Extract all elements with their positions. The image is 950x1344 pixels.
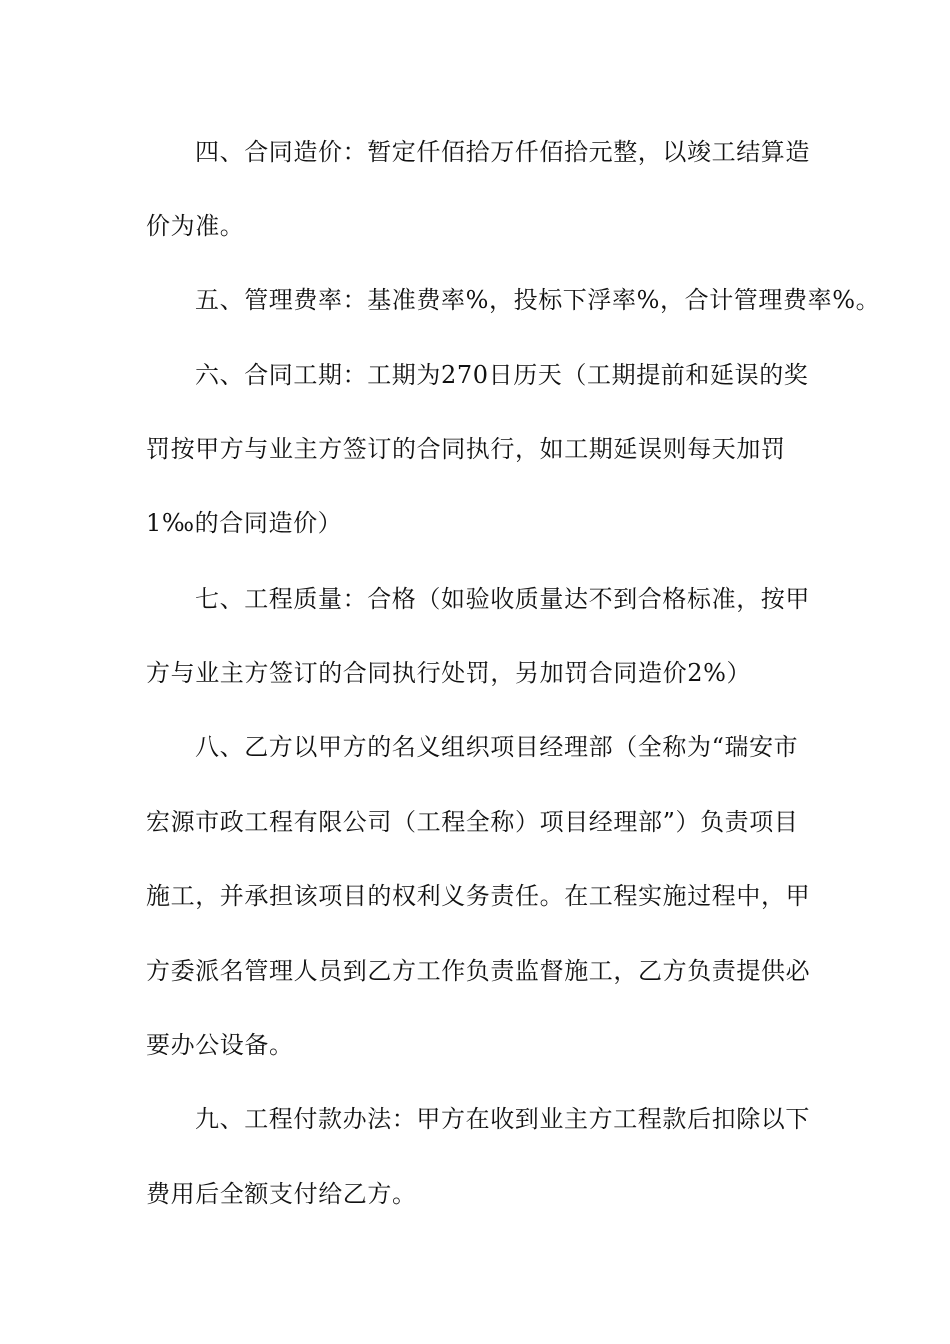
clause-8-line-4: 方委派名管理人员到乙方工作负责监督施工，乙方负责提供必 [146,957,811,985]
clause-7-line-2: 方与业主方签订的合同执行处罚，另加罚合同造价2%） [146,659,752,687]
clause-6-line-1: 六、合同工期：工期为270日历天（工期提前和延误的奖 [195,361,809,389]
clause-6-line-3: 1‰的合同造价） [146,509,343,537]
clause-8-line-5: 要办公设备。 [146,1031,294,1059]
clause-8-line-1: 八、乙方以甲方的名义组织项目经理部（全称为“瑞安市 [195,733,799,761]
clause-8-line-3: 施工，并承担该项目的权利义务责任。在工程实施过程中，甲 [146,882,811,910]
clause-4-line-2: 价为准。 [146,212,245,240]
clause-9-line-1: 九、工程付款办法：甲方在收到业主方工程款后扣除以下 [195,1105,810,1133]
clause-5-line-1: 五、管理费率：基准费率%，投标下浮率%，合计管理费率%。 [195,286,881,314]
clause-6-line-2: 罚按甲方与业主方签订的合同执行，如工期延误则每天加罚 [146,435,786,463]
clause-8-line-2: 宏源市政工程有限公司（工程全称）项目经理部”）负责项目 [146,808,799,836]
clause-4-line-1: 四、合同造价：暂定仟佰拾万仟佰拾元整，以竣工结算造 [195,138,810,166]
clause-7-line-1: 七、工程质量：合格（如验收质量达不到合格标准，按甲 [195,585,810,613]
clause-9-line-2: 费用后全额支付给乙方。 [146,1180,417,1208]
